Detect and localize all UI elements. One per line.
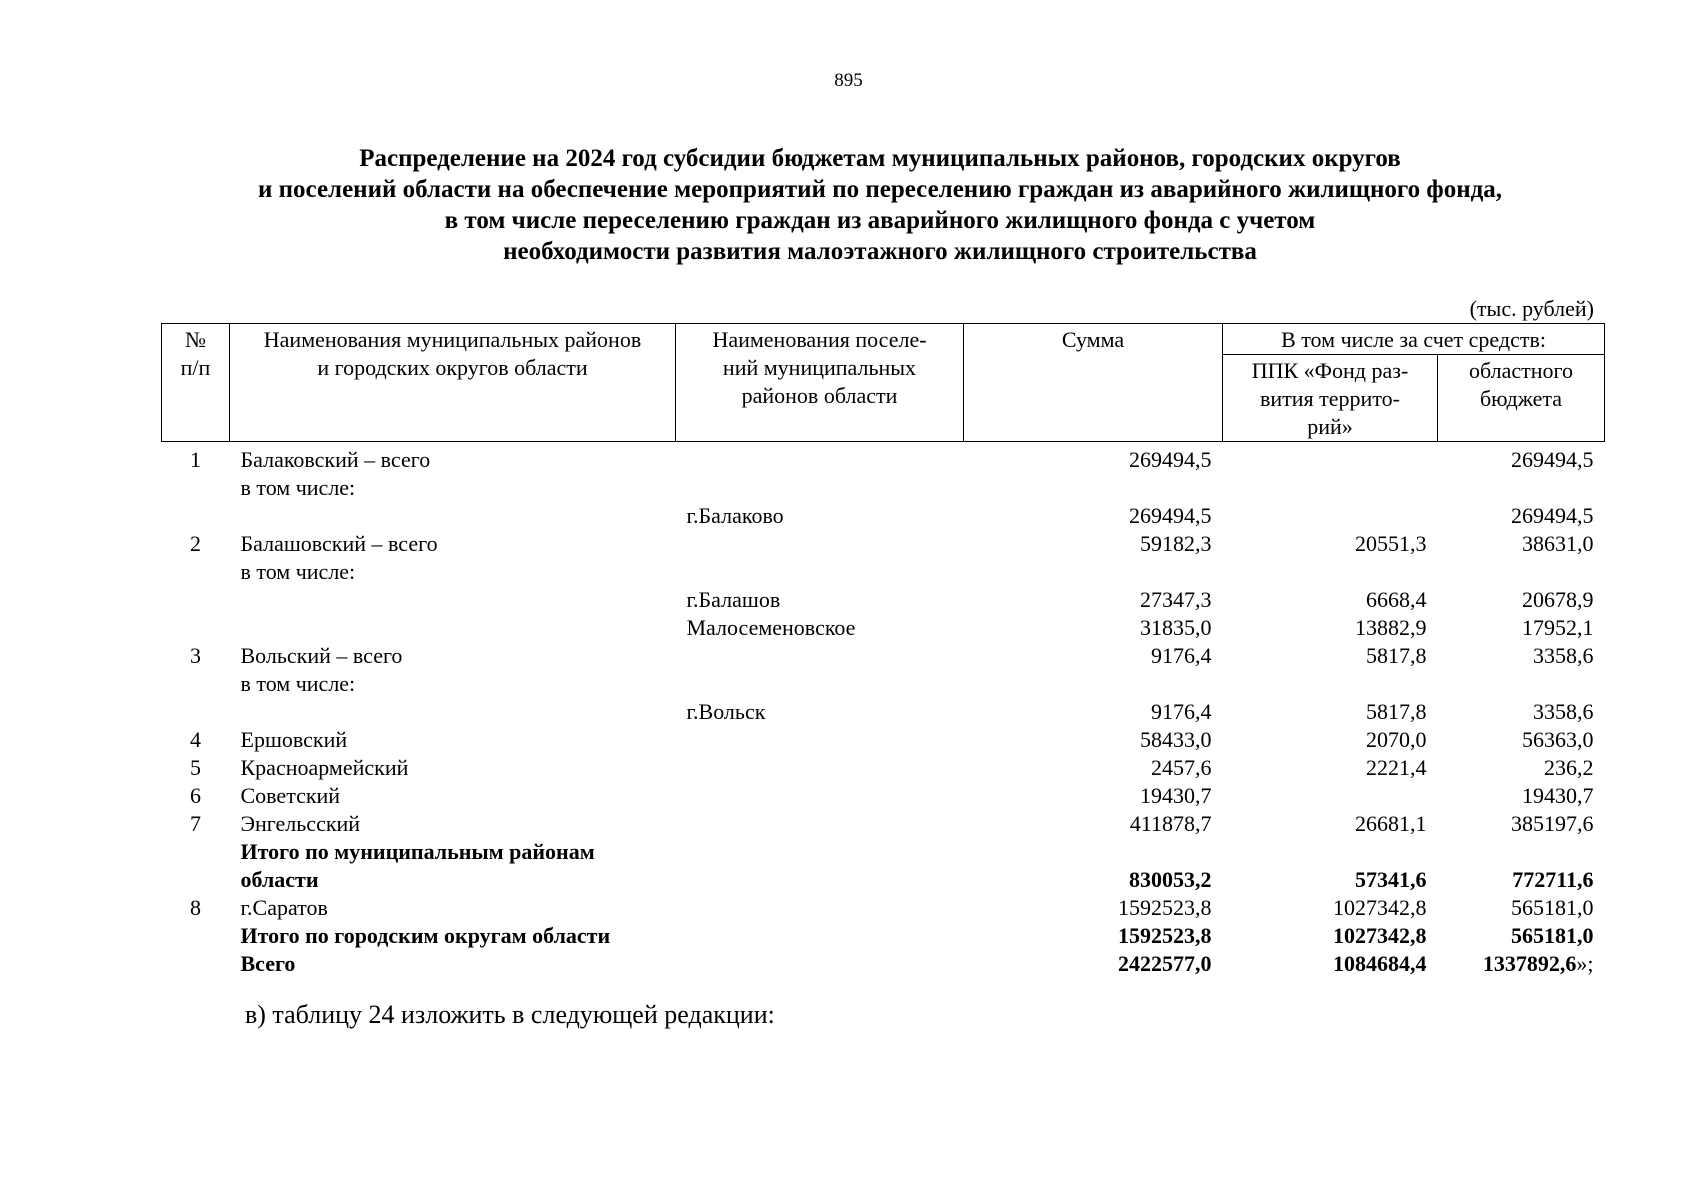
cell-regional-value: 17952,1 [1522, 615, 1594, 640]
cell-district [230, 642, 676, 670]
cell-ppk [1223, 754, 1438, 782]
cell-district [230, 586, 676, 614]
cell-regional-value: 236,2 [1544, 755, 1594, 780]
table-row [162, 726, 1605, 754]
cell-number-value: 1 [190, 447, 201, 472]
cell-regional-value: 565181,0 [1511, 923, 1594, 948]
cell-number [162, 530, 230, 558]
cell-settlement [676, 894, 964, 922]
cell-regional [1438, 726, 1605, 754]
cell-district [230, 442, 676, 475]
header-settlement-line-1: Наименования поселе- [712, 327, 927, 352]
cell-sum [964, 726, 1223, 754]
cell-settlement [676, 586, 964, 614]
cell-district-value: области [240, 867, 319, 892]
cell-sum [964, 866, 1223, 894]
cell-district [230, 782, 676, 810]
header-number-line-2: п/п [180, 355, 211, 380]
cell-number [162, 866, 230, 894]
table-row [162, 474, 1605, 502]
title-line-1: Распределение на 2024 год субсидии бюджетам муниципальных районов, городских округов [359, 145, 1401, 172]
cell-sum-value: 411878,7 [1129, 811, 1212, 836]
cell-number [162, 922, 230, 950]
cell-regional-value: 38631,0 [1522, 531, 1594, 556]
header-sum-label: Сумма [1061, 327, 1125, 352]
cell-district-value: в том числе: [240, 559, 356, 584]
header-district-line-1: Наименования муниципальных районов [263, 327, 642, 352]
cell-ppk [1223, 922, 1438, 950]
cell-district [230, 698, 676, 726]
cell-settlement [676, 922, 964, 950]
cell-number-value: 8 [190, 895, 201, 920]
table-row [162, 642, 1605, 670]
cell-district-value: Вольский – всего [240, 643, 403, 668]
cell-settlement [676, 698, 964, 726]
document-title [100, 143, 1660, 267]
cell-sum [964, 586, 1223, 614]
title-line-2: и поселений области на обеспечение мероприятий по переселению граждан из аварийного жилищного фонда, [257, 176, 1502, 203]
cell-district [230, 502, 676, 530]
table-row [162, 698, 1605, 726]
cell-settlement [676, 782, 964, 810]
cell-number [162, 838, 230, 866]
cell-regional-value: 3358,6 [1533, 643, 1594, 668]
subsidy-table [161, 323, 1605, 978]
header-ppk [1223, 355, 1438, 442]
cell-regional-value: 269494,5 [1511, 447, 1594, 472]
cell-sum [964, 558, 1223, 586]
table-row [162, 838, 1605, 866]
cell-number [162, 810, 230, 838]
cell-number [162, 614, 230, 642]
cell-ppk-value: 5817,8 [1366, 699, 1427, 724]
table-row [162, 866, 1605, 894]
cell-number [162, 558, 230, 586]
cell-regional [1438, 670, 1605, 698]
cell-ppk-value: 1084684,4 [1333, 951, 1427, 976]
cell-district [230, 866, 676, 894]
cell-ppk [1223, 670, 1438, 698]
cell-sum-value: 9176,4 [1151, 643, 1212, 668]
cell-regional-value: 3358,6 [1533, 699, 1594, 724]
header-including [1223, 324, 1605, 355]
cell-sum [964, 894, 1223, 922]
cell-regional-value: 56363,0 [1522, 727, 1594, 752]
cell-number [162, 754, 230, 782]
cell-ppk [1223, 810, 1438, 838]
cell-ppk [1223, 586, 1438, 614]
cell-ppk [1223, 894, 1438, 922]
cell-sum-value: 2422577,0 [1118, 951, 1212, 976]
cell-settlement [676, 642, 964, 670]
table-row [162, 614, 1605, 642]
table-row [162, 530, 1605, 558]
cell-sum [964, 922, 1223, 950]
cell-ppk [1223, 558, 1438, 586]
cell-number-value: 5 [190, 755, 201, 780]
cell-regional [1438, 838, 1605, 866]
header-regional-line-1: областного [1468, 358, 1574, 383]
cell-district [230, 474, 676, 502]
cell-district [230, 726, 676, 754]
cell-sum-value: 269494,5 [1129, 447, 1212, 472]
cell-district [230, 558, 676, 586]
cell-number [162, 782, 230, 810]
cell-regional-value: 565181,0 [1511, 895, 1594, 920]
cell-district-value: Балаковский – всего [240, 447, 431, 472]
header-ppk-line-2: вития террито- [1260, 386, 1400, 411]
cell-sum-value: 31835,0 [1140, 615, 1212, 640]
cell-district-value: г.Саратов [240, 895, 328, 920]
cell-district [230, 614, 676, 642]
table-row [162, 558, 1605, 586]
cell-regional-value: 385197,6 [1511, 811, 1594, 836]
page-number: 895 [834, 70, 863, 91]
cell-number [162, 726, 230, 754]
cell-number-value: 3 [190, 643, 201, 668]
cell-regional-value: 772711,6 [1512, 867, 1594, 892]
cell-number-value: 6 [190, 783, 201, 808]
cell-ppk [1223, 866, 1438, 894]
cell-district-value: Красноармейский [240, 755, 409, 780]
cell-sum-value: 59182,3 [1140, 531, 1212, 556]
cell-sum [964, 442, 1223, 475]
cell-sum-value: 58433,0 [1140, 727, 1212, 752]
cell-district-value: Советский [240, 783, 341, 808]
cell-settlement [676, 866, 964, 894]
cell-number [162, 586, 230, 614]
cell-number [162, 502, 230, 530]
header-including-label: В том числе за счет средств: [1281, 327, 1546, 352]
cell-ppk [1223, 726, 1438, 754]
cell-ppk-value: 26681,1 [1355, 811, 1427, 836]
cell-ppk-value: 2221,4 [1366, 755, 1427, 780]
table-row [162, 670, 1605, 698]
cell-settlement-value: г.Балашов [686, 587, 781, 612]
table-row [162, 754, 1605, 782]
table-header [162, 324, 1605, 442]
cell-number-value: 2 [190, 531, 201, 556]
cell-number [162, 442, 230, 475]
cell-settlement [676, 670, 964, 698]
cell-ppk [1223, 698, 1438, 726]
cell-sum-value: 269494,5 [1129, 503, 1212, 528]
table-row [162, 810, 1605, 838]
cell-district [230, 838, 676, 866]
cell-number [162, 698, 230, 726]
cell-number [162, 670, 230, 698]
cell-district [230, 950, 676, 978]
cell-settlement-value: г.Вольск [686, 699, 766, 724]
cell-regional [1438, 502, 1605, 530]
table-row [162, 586, 1605, 614]
cell-sum [964, 810, 1223, 838]
cell-ppk [1223, 502, 1438, 530]
cell-regional [1438, 558, 1605, 586]
cell-ppk-value: 2070,0 [1366, 727, 1427, 752]
tail-paragraph: в) таблицу 24 изложить в следующей редакции: [245, 1000, 775, 1029]
cell-sum-value: 27347,3 [1140, 587, 1212, 612]
cell-district-value: Энгельсский [240, 811, 361, 836]
header-regional-line-2: бюджета [1479, 386, 1563, 411]
header-number-line-1: № [185, 327, 206, 352]
cell-sum [964, 642, 1223, 670]
table-row [162, 894, 1605, 922]
title-line-4: необходимости развития малоэтажного жилищного строительства [503, 238, 1257, 265]
cell-sum [964, 502, 1223, 530]
cell-regional [1438, 530, 1605, 558]
cell-ppk-value: 13882,9 [1355, 615, 1427, 640]
header-district-line-2: и городских округов области [317, 355, 588, 380]
cell-district-value: Ершовский [240, 727, 348, 752]
cell-regional [1438, 922, 1605, 950]
table-row [162, 502, 1605, 530]
cell-district [230, 810, 676, 838]
cell-regional [1438, 894, 1605, 922]
cell-sum-value: 2457,6 [1151, 755, 1212, 780]
cell-district [230, 754, 676, 782]
cell-number-value: 7 [190, 811, 201, 836]
table-body [162, 442, 1605, 979]
cell-settlement [676, 838, 964, 866]
cell-settlement [676, 726, 964, 754]
cell-regional-value: 1337892,6 [1482, 951, 1577, 976]
table-row [162, 442, 1605, 475]
header-settlement-line-3: районов области [741, 383, 898, 408]
cell-settlement [676, 530, 964, 558]
cell-regional [1438, 810, 1605, 838]
cell-settlement [676, 502, 964, 530]
cell-sum [964, 782, 1223, 810]
cell-regional [1438, 586, 1605, 614]
cell-sum [964, 950, 1223, 978]
cell-settlement [676, 442, 964, 475]
cell-ppk-value: 20551,3 [1355, 531, 1427, 556]
cell-sum-value: 1592523,8 [1118, 895, 1212, 920]
cell-number [162, 474, 230, 502]
cell-ppk-value: 6668,4 [1366, 587, 1427, 612]
cell-regional [1438, 866, 1605, 894]
header-ppk-line-1: ППК «Фонд раз- [1251, 358, 1409, 383]
cell-ppk [1223, 782, 1438, 810]
cell-sum-value: 830053,2 [1129, 867, 1212, 892]
cell-settlement [676, 558, 964, 586]
cell-sum-value: 19430,7 [1140, 783, 1212, 808]
header-sum [964, 324, 1223, 442]
cell-sum [964, 838, 1223, 866]
cell-number [162, 894, 230, 922]
cell-sum [964, 614, 1223, 642]
cell-number [162, 950, 230, 978]
cell-regional-value: 19430,7 [1522, 783, 1594, 808]
header-district [230, 324, 676, 442]
cell-ppk-value: 1027342,8 [1333, 923, 1427, 948]
cell-ppk [1223, 950, 1438, 978]
cell-regional [1438, 754, 1605, 782]
cell-regional-value: 269494,5 [1511, 503, 1594, 528]
cell-settlement-value: Малосеменовское [686, 615, 856, 640]
header-ppk-line-3: рий» [1307, 414, 1353, 439]
cell-sum [964, 754, 1223, 782]
table-row [162, 782, 1605, 810]
cell-number-value: 4 [190, 727, 201, 752]
cell-district-value: Итого по муниципальным районам [240, 839, 595, 864]
cell-ppk [1223, 474, 1438, 502]
header-settlement [676, 324, 964, 442]
cell-sum [964, 698, 1223, 726]
units-label: (тыс. рублей) [1469, 296, 1594, 321]
cell-ppk [1223, 614, 1438, 642]
cell-settlement [676, 810, 964, 838]
cell-sum [964, 530, 1223, 558]
cell-district [230, 530, 676, 558]
cell-ppk-value: 1027342,8 [1333, 895, 1427, 920]
cell-ppk [1223, 838, 1438, 866]
cell-number [162, 642, 230, 670]
cell-settlement-value: г.Балаково [686, 503, 784, 528]
cell-district-value: в том числе: [240, 475, 356, 500]
cell-regional [1438, 642, 1605, 670]
table-row [162, 950, 1605, 978]
cell-regional-value: 20678,9 [1522, 587, 1594, 612]
cell-district-value: Всего [240, 951, 296, 976]
cell-settlement [676, 754, 964, 782]
cell-district [230, 670, 676, 698]
header-settlement-line-2: ний муниципальных [722, 355, 917, 380]
header-regional [1438, 355, 1605, 442]
cell-regional [1438, 698, 1605, 726]
cell-ppk [1223, 442, 1438, 475]
cell-settlement [676, 474, 964, 502]
cell-district-value: Итого по городским округам области [240, 923, 611, 948]
cell-regional [1438, 614, 1605, 642]
cell-sum [964, 474, 1223, 502]
cell-ppk-value: 5817,8 [1366, 643, 1427, 668]
cell-regional [1438, 474, 1605, 502]
cell-sum-value: 1592523,8 [1118, 923, 1212, 948]
cell-district-value: Балашовский – всего [240, 531, 438, 556]
cell-sum [964, 670, 1223, 698]
cell-settlement [676, 614, 964, 642]
cell-district [230, 894, 676, 922]
header-number [162, 324, 230, 442]
cell-district-value: в том числе: [240, 671, 356, 696]
cell-regional [1438, 782, 1605, 810]
cell-ppk [1223, 642, 1438, 670]
cell-ppk-value: 57341,6 [1355, 867, 1427, 892]
title-line-3: в том числе переселению граждан из аварийного жилищного фонда с учетом [444, 207, 1316, 234]
cell-regional [1438, 442, 1605, 475]
cell-settlement [676, 950, 964, 978]
closing-quote-mark: »; [1576, 951, 1594, 976]
cell-ppk [1223, 530, 1438, 558]
cell-sum-value: 9176,4 [1151, 699, 1212, 724]
cell-district [230, 922, 676, 950]
cell-regional [1438, 950, 1605, 978]
table-row [162, 922, 1605, 950]
